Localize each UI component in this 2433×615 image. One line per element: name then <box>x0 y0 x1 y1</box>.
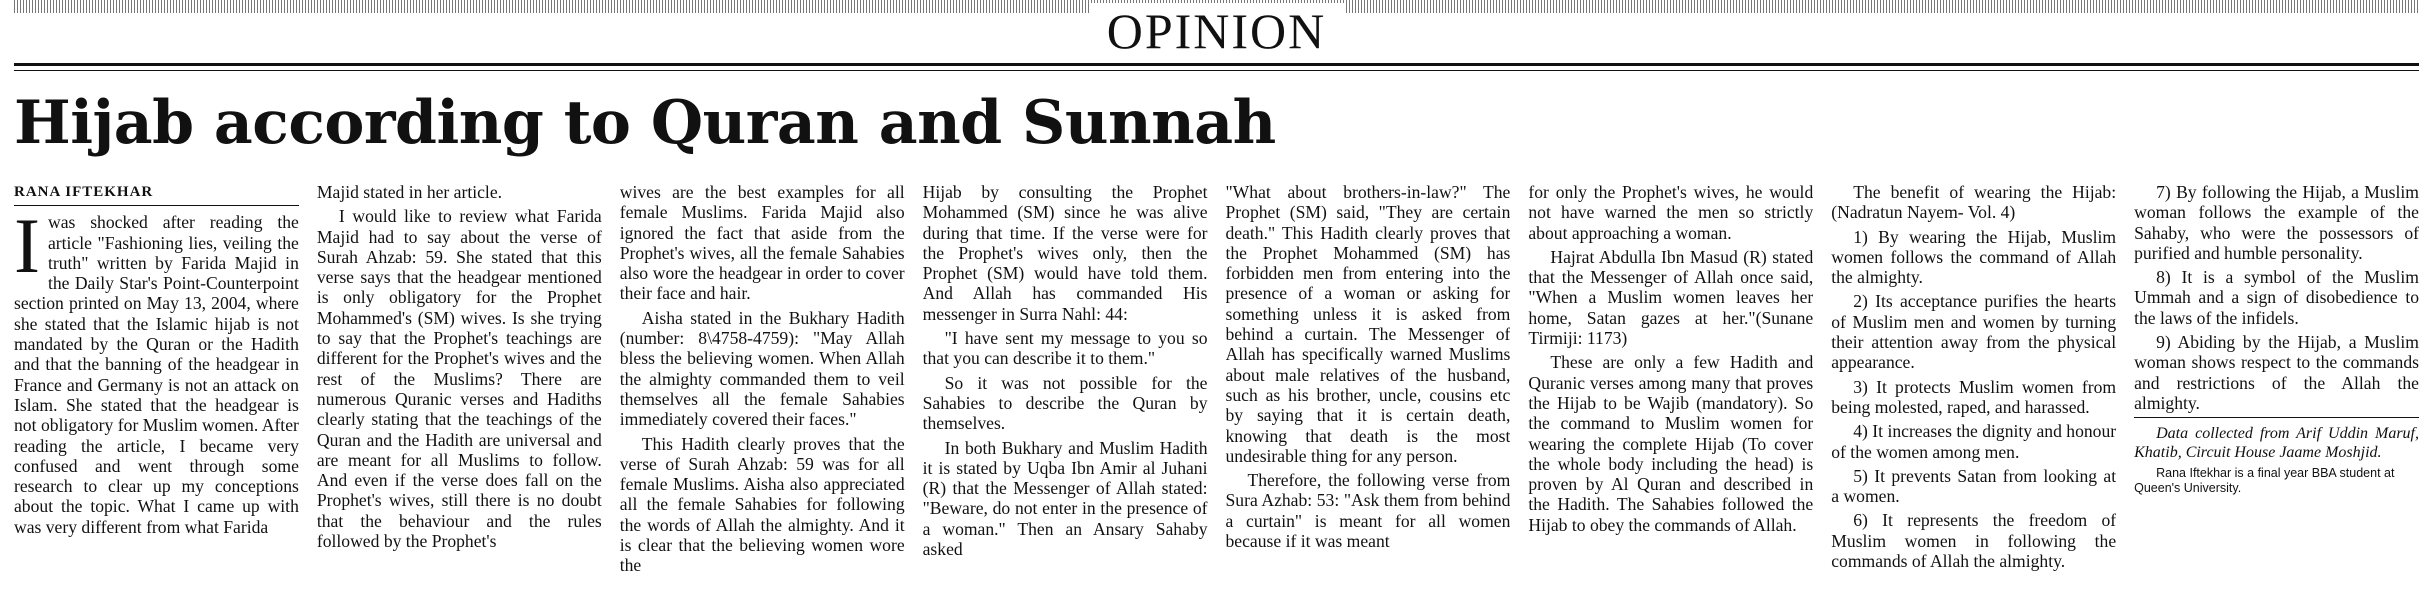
paragraph: Therefore, the following verse from Sura Azhab: 53: "Ask them from behind a curtain" is meant for all women because if it was meant <box>1225 470 1511 552</box>
paragraph: In both Bukhary and Muslim Hadith it is stated by Uqba Ibn Amir al Juhani (R) that the Messenger of Allah stated: "Beware, do not enter in the presence of a woman." Then an Ansary Sahaby asked <box>922 437 1208 560</box>
list-item: 1) By wearing the Hijab, Muslim women follows the command of Allah the almighty. <box>1831 226 2117 288</box>
column-3 <box>620 182 905 607</box>
paragraph: The benefit of wearing the Hijab: (Nadratun Nayem- Vol. 4) <box>1831 182 2117 223</box>
paragraph: "What about brothers-in-law?" The Prophet (SM) said, "They are certain death." This Hadith clearly proves that the Prophet Mohammed (SM) has forbidden men from entering into the presence of a woman or asking for something unless it is asked from behind a curtain. The Messenger of Allah has specifically warned Muslims about male relatives of the husband, such as his brother, uncle, cousins etc by saying that it is certain death, knowing that death is the most undesirable thing for any person. <box>1225 182 1511 466</box>
list-item: 5) It prevents Satan from looking at a women. <box>1831 465 2117 507</box>
paragraph: This Hadith clearly proves that the verse of Surah Ahzab: 59 was for all female Muslims. Aisha also appreciated all the female Sahabies for following the words of Allah the almighty. And it is clear that the believing women wore the <box>619 433 905 576</box>
paragraph: "I have sent my message to you so that you can describe it to them." <box>922 328 1208 369</box>
column-5 <box>1226 182 1511 607</box>
paragraph: Majid stated in her article. <box>316 182 503 202</box>
paragraph: I would like to review what Farida Majid had to say about the verse of Surah Ahzab: 59. She stated that this verse says that the headgear mentioned is only obligatory for the Prophet Mohammed's (SM) wives. Is she trying to say that the Prophet's teachings are different for the Prophet's wives and the rest of the Muslims? There are numerous Quranic verses and Hadiths clearly stating that the teachings of the Quran and the Hadith are universal and are meant for all Muslims to follow. And even if the verse does fall on the Prophet's wives, still there is no doubt that the behaviour and the rules followed by the Prophet's <box>316 206 602 552</box>
drop-cap: I <box>14 202 40 290</box>
paragraph: Hijab by consulting the Prophet Mohammed (SM) since he was alive during that time. If the verse were for the Prophet's wives only, then the Prophet (SM) would have told them. And Allah has commanded His messenger in Surra Nahl: 44: <box>922 182 1208 324</box>
list-item: 4) It increases the dignity and honour of the women among men. <box>1831 421 2117 462</box>
author-bio: Rana Iftekhar is a final year BBA student at Queen's University. <box>2134 466 2395 496</box>
column-1 <box>14 182 299 607</box>
list-item: 6) It represents the freedom of Muslim women in following the commands of Allah the almighty. <box>1831 510 2117 572</box>
paragraph: wives are the best examples for all female Muslims. Farida Majid also ignored the fact that aside from the Prophet's wives, all the female Sahabies also wore the headgear in order to cover their face and hair. <box>619 182 905 304</box>
paragraph: These are only a few Hadith and Quranic verses among many that proves the Hijab to be Wajib (mandatory). So the command to Muslim women for wearing the complete Hijab (To cover the whole body including the head) is proven by Al Quran and described in the Hadith. The Sahabies followed the Hijab to obey the commands of Allah. <box>1528 352 1814 535</box>
paragraph: for only the Prophet's wives, he would not have warned the men so strictly about approaching a woman. <box>1528 182 1814 243</box>
paragraph: Iwas shocked after reading the article "Fashioning lies, veiling the truth" written by Farida Majid in the Daily Star's Point-Counterpoint section printed on May 13, 2004, where she stated that the Islamic hijab is not mandated by the Quran or the Hadith and that the banning of the headgear in France and Germany is not an attack on Islam. She stated that the headgear is not obligatory for Muslim women. After reading the article, I became very confused and went through some research to clear up my conceptions about the topic. What I came up with was very different from what Farida <box>14 202 299 537</box>
list-item: 2) Its acceptance purifies the hearts of Muslim men and women by turning their attention away from the physical appearance. <box>1831 291 2117 373</box>
header-rule-thin <box>14 70 2419 71</box>
header-rule <box>14 63 2419 66</box>
column-6 <box>1528 182 1813 607</box>
list-item: 7) By following the Hijab, a Muslim woman follows the example of the Sahaby, who were the possessors of purified and humble personality. <box>2134 182 2419 263</box>
paragraph: So it was not possible for the Sahabies to describe the Quran by themselves. <box>922 372 1208 434</box>
list-item: 8) It is a symbol of the Muslim Ummah and a sign of disobedience to the laws of the infidels. <box>2134 267 2419 328</box>
paragraph: Hajrat Abdulla Ibn Masud (R) stated that the Messenger of Allah once said, "When a Muslim women leaves her home, Satan gazes at her."(Sunane Tirmiji: 1173) <box>1528 246 1814 349</box>
article-headline: Hijab according to Quran and Sunnah <box>14 88 1276 158</box>
article-body <box>14 182 2419 607</box>
column-2 <box>317 182 602 607</box>
column-8 <box>2134 182 2419 607</box>
paragraph: Aisha stated in the Bukhary Hadith (number: 8\4758-4759): "May Allah bless the believing women. When Allah the almighty commanded them to veil themselves all the female Sahabies immediately covered their faces." <box>619 307 905 430</box>
byline: RANA IFTEKHAR <box>14 182 299 206</box>
list-item: 3) It protects Muslim women from being molested, raped, and harassed. <box>1831 376 2117 417</box>
column-4 <box>923 182 1208 607</box>
list-item: 9) Abiding by the Hijab, a Muslim woman shows respect to the commands and restrictions of the Allah the almighty. <box>2134 332 2419 413</box>
section-title-text: OPINION <box>1089 3 1345 59</box>
section-title <box>0 2 2433 60</box>
column-7 <box>1831 182 2116 607</box>
source-credit: Data collected from Arif Uddin Maruf, Khatib, Circuit House Jaame Moshjid. <box>2134 417 2419 462</box>
